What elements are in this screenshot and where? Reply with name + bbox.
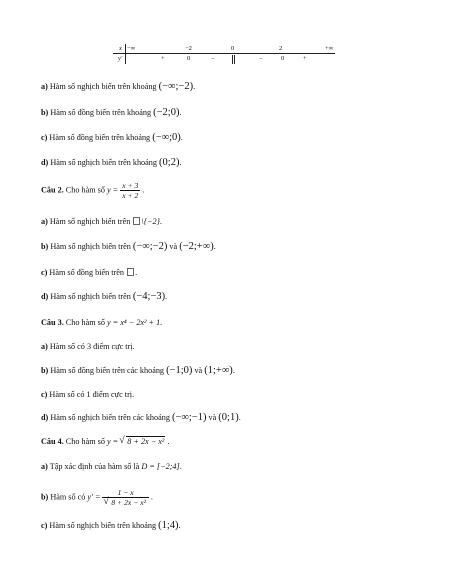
- list-item: d) Hàm số nghịch biến trên khoảng (0;2).: [41, 157, 182, 168]
- table-column-divider: [125, 44, 126, 64]
- list-item: d) Hàm số nghịch biến trên (−4;−3).: [41, 291, 168, 302]
- sign: +: [161, 55, 165, 62]
- sign: 0: [187, 55, 191, 62]
- list-item: b) Hàm số đồng biến trên các khoảng (−1;0) và (1;+∞).: [41, 365, 235, 376]
- x-value: −∞: [127, 45, 136, 52]
- question-3: Câu 3. Cho hàm số y = x⁴ − 2x² + 1.: [41, 318, 163, 327]
- question-title: Câu 4.: [41, 437, 64, 446]
- question-4: Câu 4. Cho hàm số y = √ 8 + 2x − x² .: [41, 437, 169, 447]
- question-2: Câu 2. Cho hàm số y = $\frac{x + 3}{x + 2}$ .: [41, 181, 145, 200]
- square-root: √ 8 + 2x − x²: [120, 437, 165, 447]
- list-item: c) Hàm số đồng biến trên .: [41, 268, 138, 277]
- x-label: x: [119, 45, 122, 52]
- sign: −: [211, 56, 215, 63]
- sign: −: [259, 56, 263, 63]
- list-item: b) Hàm số có y′ = 1 − x √ 8 + 2x − x² .: [41, 488, 153, 507]
- y-prime-label: y': [118, 55, 123, 62]
- question-title: Câu 3.: [41, 318, 64, 327]
- sign-table: [113, 44, 335, 66]
- list-item: c) Hàm số nghịch biến trên khoảng (1;4).: [41, 520, 181, 531]
- list-item: c) Hàm số có 1 điểm cực trị.: [41, 390, 135, 399]
- real-numbers-symbol: [127, 268, 134, 276]
- sign: +: [303, 55, 307, 62]
- list-item: a) Hàm số nghịch biến trên khoảng (−∞;−2).: [41, 81, 196, 92]
- sign: 0: [281, 55, 285, 62]
- x-value: +∞: [325, 45, 334, 52]
- question-title: Câu 2.: [41, 185, 64, 195]
- undefined-double-bar: [232, 55, 233, 64]
- real-numbers-symbol: [133, 217, 140, 225]
- x-value: 0: [231, 45, 235, 52]
- undefined-double-bar: [234, 55, 235, 64]
- list-item: b) Hàm số nghịch biến trên (−∞;−2) và (−2;+∞).: [41, 241, 216, 252]
- x-value: −2: [185, 45, 192, 52]
- list-item: c) Hàm số đồng biến trên khoảng (−∞;0).: [41, 132, 183, 143]
- list-item: a) Tập xác định của hàm số là D = [−2;4].: [41, 462, 182, 471]
- square-root: √ 8 + 2x − x²: [104, 498, 146, 507]
- list-item: d) Hàm số nghịch biến trên các khoảng (−∞;−1) và (0;1).: [41, 412, 241, 423]
- list-item: b) Hàm số đồng biến trên khoảng (−2;0).: [41, 107, 182, 118]
- fraction: $\frac{x + 3}{x + 2}$: [122, 181, 139, 200]
- x-value: 2: [279, 45, 283, 52]
- fraction: 1 − x √ 8 + 2x − x²: [102, 488, 148, 507]
- list-item: a) Hàm số có 3 điểm cực trị.: [41, 342, 135, 351]
- table-divider: [113, 53, 335, 54]
- list-item: a) Hàm số nghịch biến trên \{−2}.: [41, 217, 162, 226]
